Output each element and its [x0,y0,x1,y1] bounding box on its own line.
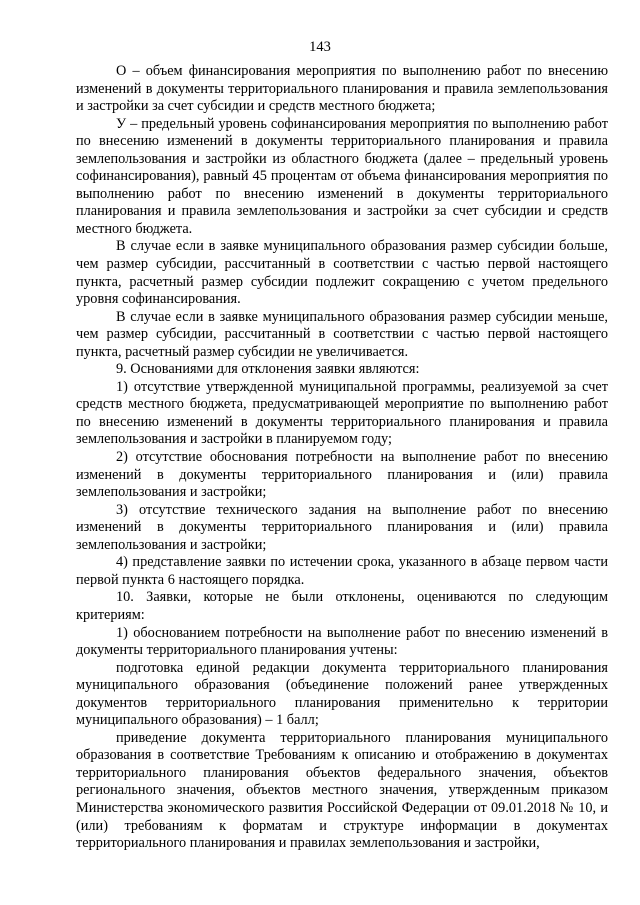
list-item-criterion-1: 1) обоснованием потребности на выполнение работ по внесению изменений в документы территориального планирования учтены: [76,624,608,659]
paragraph-volume-definition: О – объем финансирования мероприятия по выполнению работ по внесению изменений в документы территориального планирования и правила землепользования и застройки за счет субсидии и средств местного бюджета; [76,63,608,115]
list-item-rejection-1: 1) отсутствие утвержденной муниципальной программы, реализуемой за счет средств местного бюджета, предусматривающей мероприятие по выполнению работ по внесению изменений в документы территориального планирования и правила землепользования и застройки в планируемом году; [76,378,608,448]
list-item-rejection-3: 3) отсутствие технического задания на выполнение работ по внесению изменений в документы территориального планирования и (или) правила землепользования и застройки; [76,501,608,553]
paragraph-rejection-grounds-heading: 9. Основаниями для отклонения заявки являются: [116,361,420,378]
paragraph-cofinancing-limit: У – предельный уровень софинансирования мероприятия по выполнению работ по внесению изменений в документы территориального планирования и правила землепользования и застройки из областного бюджета (далее – предельный уровень софинансирования), равный 45 процентам от объема финансирования мероприятия по выполнению работ по внесению изменений в документы территориального планирования и правила землепользования и застройки за счет субсидии и средств местного бюджета. [76,115,608,237]
paragraph-subsidy-reduction: В случае если в заявке муниципального образования размер субсидии больше, чем размер субсидии, рассчитанный в соответствии с частью первой настоящего пункта, расчетный размер субсидии подлежит сокращению с учетом предельного уровня софинансирования. [76,238,608,308]
paragraph-requirements-compliance: приведение документа территориального планирования муниципального образования в соответствие Требованиям к описанию и отображению в документах территориального планирования объектов федерального значения, объектов регионального значения, объектов местного значения, утвержденным приказом Министерства экономического развития Российской Федерации от 09.01.2018 № 10, и (или) требованиям к форматам и структуре информации в документах территориального планирования и правилах землепользования и застройки, [76,729,608,852]
paragraph-unified-edition: подготовка единой редакции документа территориального планирования муниципального образования (объединение положений ранее утвержденных документов территориального планирования применительно к территории муниципального образования) – 1 балл; [76,659,608,729]
paragraph-evaluation-criteria-heading: 10. Заявки, которые не были отклонены, оцениваются по следующим критериям: [76,589,608,623]
page-number: 143 [309,39,331,55]
document-body [76,63,608,853]
list-item-rejection-2: 2) отсутствие обоснования потребности на выполнение работ по внесению изменений в документы территориального планирования и (или) правила землепользования и застройки; [76,449,608,501]
list-item-rejection-4: 4) представление заявки по истечении срока, указанного в абзаце первом части первой пункта 6 настоящего порядка. [76,554,608,588]
paragraph-subsidy-no-increase: В случае если в заявке муниципального образования размер субсидии меньше, чем размер субсидии, рассчитанный в соответствии с частью первой настоящего пункта, расчетный размер субсидии не увеличивается. [76,308,608,360]
